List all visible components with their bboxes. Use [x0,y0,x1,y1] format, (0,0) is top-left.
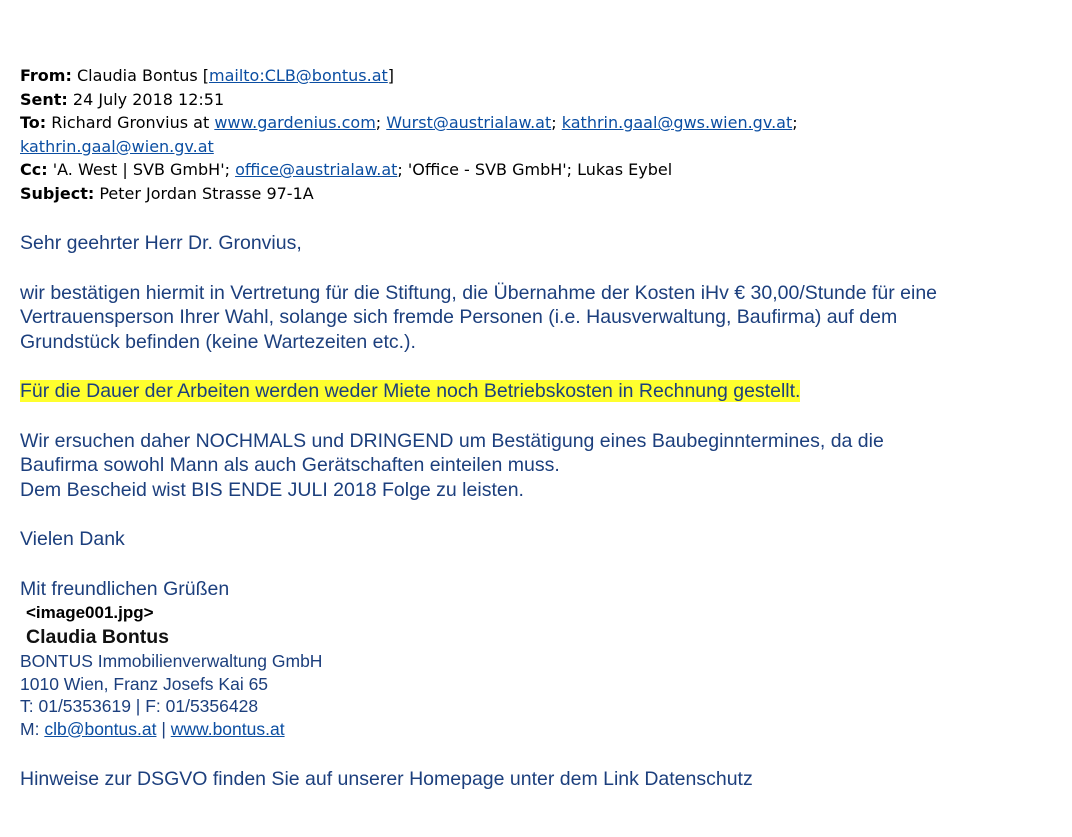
from-row [20,64,1060,88]
paragraph-3-line-2: Baufirma sowohl Mann als auch Gerätschaften einteilen muss. [20,454,560,476]
subject-value: Peter Jordan Strasse 97-1A [99,183,314,203]
to-row: To: Richard Gronvius at www.gardenius.com; Wurst@austrialaw.at; kathrin.gaal@gws.wien.gv.at; [20,113,798,132]
to-link-gaal-gws[interactable]: kathrin.gaal@gws.wien.gv.at [561,113,793,132]
to-link-gaal-wien[interactable]: kathrin.gaal@wien.gv.at [20,136,214,156]
to-label: To: [20,113,47,132]
signature-phone: T: 01/5353619 | F: 01/5356428 [20,696,259,716]
cc-row [20,158,1060,182]
signature-image-placeholder: <image001.jpg> [26,603,154,622]
signature-company: BONTUS Immobilienverwaltung GmbH [20,651,323,671]
subject-row [20,182,1060,206]
highlighted-notice: Für die Dauer der Arbeiten werden weder Miete noch Betriebskosten in Rechnung gestellt. [20,380,801,402]
signature-email-link[interactable]: clb@bontus.at [44,718,157,739]
sent-row [20,88,1060,112]
email-body [20,231,1060,601]
from-mailto-link[interactable]: mailto:CLB@bontus.at [209,66,388,85]
greeting: Sehr geehrter Herr Dr. Gronvius, [20,232,302,254]
signature-name: Claudia Bontus [26,626,170,648]
paragraph-1-line-1: wir bestätigen hiermit in Vertretung für die Stiftung, die Übernahme der Kosten iHv € 30,00/Stunde für eine [20,281,938,304]
from-label: From: [20,66,72,85]
sent-value: 24 July 2018 12:51 [72,89,225,109]
cc-post: ; 'Office - SVB GmbH'; Lukas Eybel [397,160,673,179]
cc-link-office[interactable]: office@austrialaw.at [235,160,398,179]
to-link-wurst[interactable]: Wurst@austrialaw.at [386,113,552,132]
email-document [20,64,1060,792]
paragraph-3-line-3: Dem Bescheid wist BIS ENDE JULI 2018 Folge zu leisten. [20,478,524,501]
signature-website-link[interactable]: www.bontus.at [170,718,285,739]
paragraph-3-line-1: Wir ersuchen daher NOCHMALS und DRINGEND um Bestätigung eines Baubeginntermines, da die [20,429,884,452]
to-link-gardenius[interactable]: www.gardenius.com [214,113,376,132]
cc-pre: 'A. West | SVB GmbH'; [52,160,230,179]
to-name: Richard Gronvius at [51,113,210,132]
subject-label: Subject: [20,183,95,203]
to-row-continued [20,135,1060,159]
signature-block [20,601,1060,792]
signature-contact-row [20,718,1060,741]
closing-line: Mit freundlichen Grüßen [20,577,230,600]
signature-separator: | [161,718,166,739]
cc-label: Cc: [20,160,48,179]
privacy-notice: Hinweise zur DSGVO finden Sie auf unserer Homepage unter dem Link Datenschutz [20,768,753,790]
signature-m-label: M: [20,718,40,739]
email-header [20,64,1060,205]
from-bracket: ] [387,66,395,85]
paragraph-1-line-2: Vertrauensperson Ihrer Wahl, solange sich fremde Personen (i.e. Hausverwaltung, Baufirma) auf dem [20,306,898,328]
from-name: Claudia Bontus [ [76,66,209,85]
thanks-line: Vielen Dank [20,528,125,550]
paragraph-1-line-3: Grundstück befinden (keine Wartezeiten etc.). [20,330,416,353]
sent-label: Sent: [20,89,68,109]
signature-address: 1010 Wien, Franz Josefs Kai 65 [20,673,269,694]
